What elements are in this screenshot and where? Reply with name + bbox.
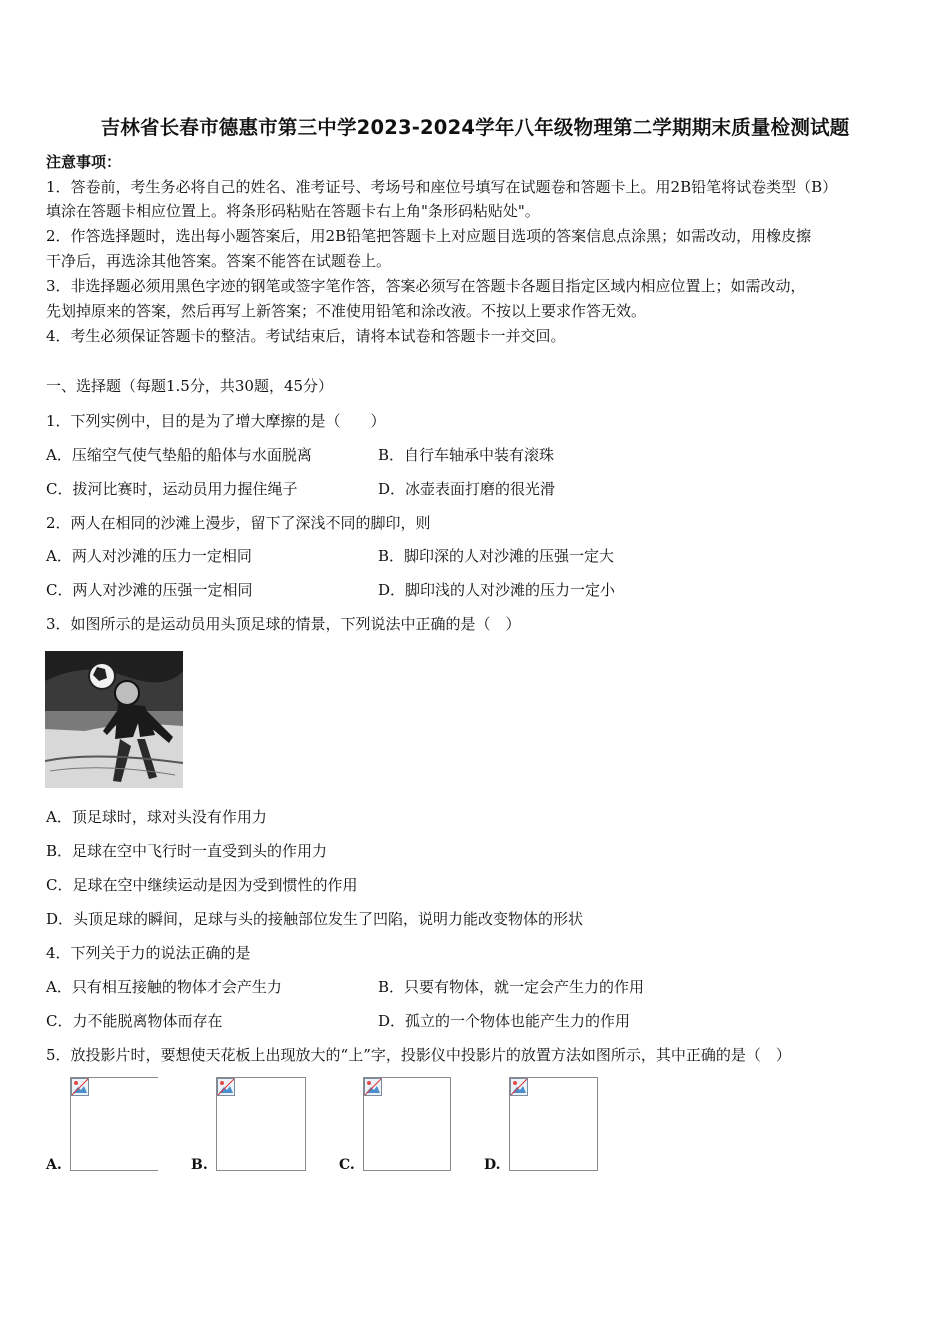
soccer-header-photo-icon <box>45 651 183 788</box>
option-b-label: B. <box>191 1157 208 1173</box>
option-d: D．冰壶表面打磨的很光滑 <box>378 480 556 498</box>
option-a-label: A. <box>46 1157 62 1173</box>
soccer-header-figure <box>45 651 183 788</box>
option-d-label: D. <box>484 1157 501 1173</box>
question-stem: 4．下列关于力的说法正确的是 <box>46 944 251 962</box>
option-b: B．足球在空中飞行时一直受到头的作用力 <box>46 842 328 860</box>
notice-line: 先划掉原来的答案，然后再写上新答案；不准使用铅笔和涂改液。不按以上要求作答无效。 <box>46 302 647 320</box>
option-a-image <box>70 1077 158 1171</box>
option-b: B．脚印深的人对沙滩的压强一定大 <box>378 547 615 565</box>
option-b-image <box>216 1077 306 1171</box>
option-b: B．自行车轴承中装有滚珠 <box>378 446 555 464</box>
notice-line: 4．考生必须保证答题卡的整洁。考试结束后，请将本试卷和答题卡一并交回。 <box>46 327 566 345</box>
option-c: C．足球在空中继续运动是因为受到惯性的作用 <box>46 876 358 894</box>
notice-heading: 注意事项： <box>46 153 122 171</box>
question-stem: 2．两人在相同的沙滩上漫步，留下了深浅不同的脚印，则 <box>46 514 431 532</box>
notice-line: 填涂在答题卡相应位置上。将条形码粘贴在答题卡右上角"条形码粘贴处"。 <box>46 202 540 220</box>
notice-line: 干净后，再选涂其他答案。答案不能答在试题卷上。 <box>46 252 392 270</box>
option-c: C．力不能脱离物体而存在 <box>46 1012 223 1030</box>
notice-line: 1．答卷前，考生务必将自己的姓名、准考证号、考场号和座位号填写在试题卷和答题卡上。用2B铅笔将试卷类型（B） <box>46 178 838 196</box>
option-a: A．压缩空气使气垫船的船体与水面脱离 <box>46 446 312 464</box>
question-stem: 1．下列实例中，目的是为了增大摩擦的是（ ） <box>46 412 386 430</box>
notice-line: 3．非选择题必须用黑色字迹的钢笔或签字笔作答，答案必须写在答题卡各题目指定区域内相应位置上；如需改动， <box>46 277 806 295</box>
page-title: 吉林省长春市德惠市第三中学2023-2024学年八年级物理第二学期期末质量检测试题 <box>100 116 850 139</box>
option-c: C．两人对沙滩的压强一定相同 <box>46 581 253 599</box>
broken-image-icon <box>364 1078 382 1096</box>
option-d: D．头顶足球的瞬间，足球与头的接触部位发生了凹陷，说明力能改变物体的形状 <box>46 910 584 928</box>
option-d: D．脚印浅的人对沙滩的压力一定小 <box>378 581 616 599</box>
question-stem: 5．放投影片时，要想使天花板上出现放大的“上”字，投影仪中投影片的放置方法如图所示，其中正确的是（ ） <box>46 1046 791 1064</box>
option-a: A．顶足球时，球对头没有作用力 <box>46 808 267 826</box>
section-heading: 一、选择题（每题1.5分，共30题，45分） <box>46 377 334 395</box>
option-c: C．拔河比赛时，运动员用力握住绳子 <box>46 480 298 498</box>
broken-image-icon <box>217 1078 235 1096</box>
option-a: A．只有相互接触的物体才会产生力 <box>46 978 282 996</box>
broken-image-icon <box>71 1078 89 1096</box>
notice-line: 2．作答选择题时，选出每小题答案后，用2B铅笔把答题卡上对应题目选项的答案信息点涂黑；如需改动，用橡皮擦 <box>46 227 812 245</box>
option-a: A．两人对沙滩的压力一定相同 <box>46 547 252 565</box>
option-d-image <box>509 1077 598 1171</box>
broken-image-icon <box>510 1078 528 1096</box>
option-d: D．孤立的一个物体也能产生力的作用 <box>378 1012 631 1030</box>
question-stem: 3．如图所示的是运动员用头顶足球的情景，下列说法中正确的是（ ） <box>46 615 521 633</box>
option-c-label: C. <box>339 1157 355 1173</box>
option-b: B．只要有物体，就一定会产生力的作用 <box>378 978 645 996</box>
option-c-image <box>363 1077 451 1171</box>
